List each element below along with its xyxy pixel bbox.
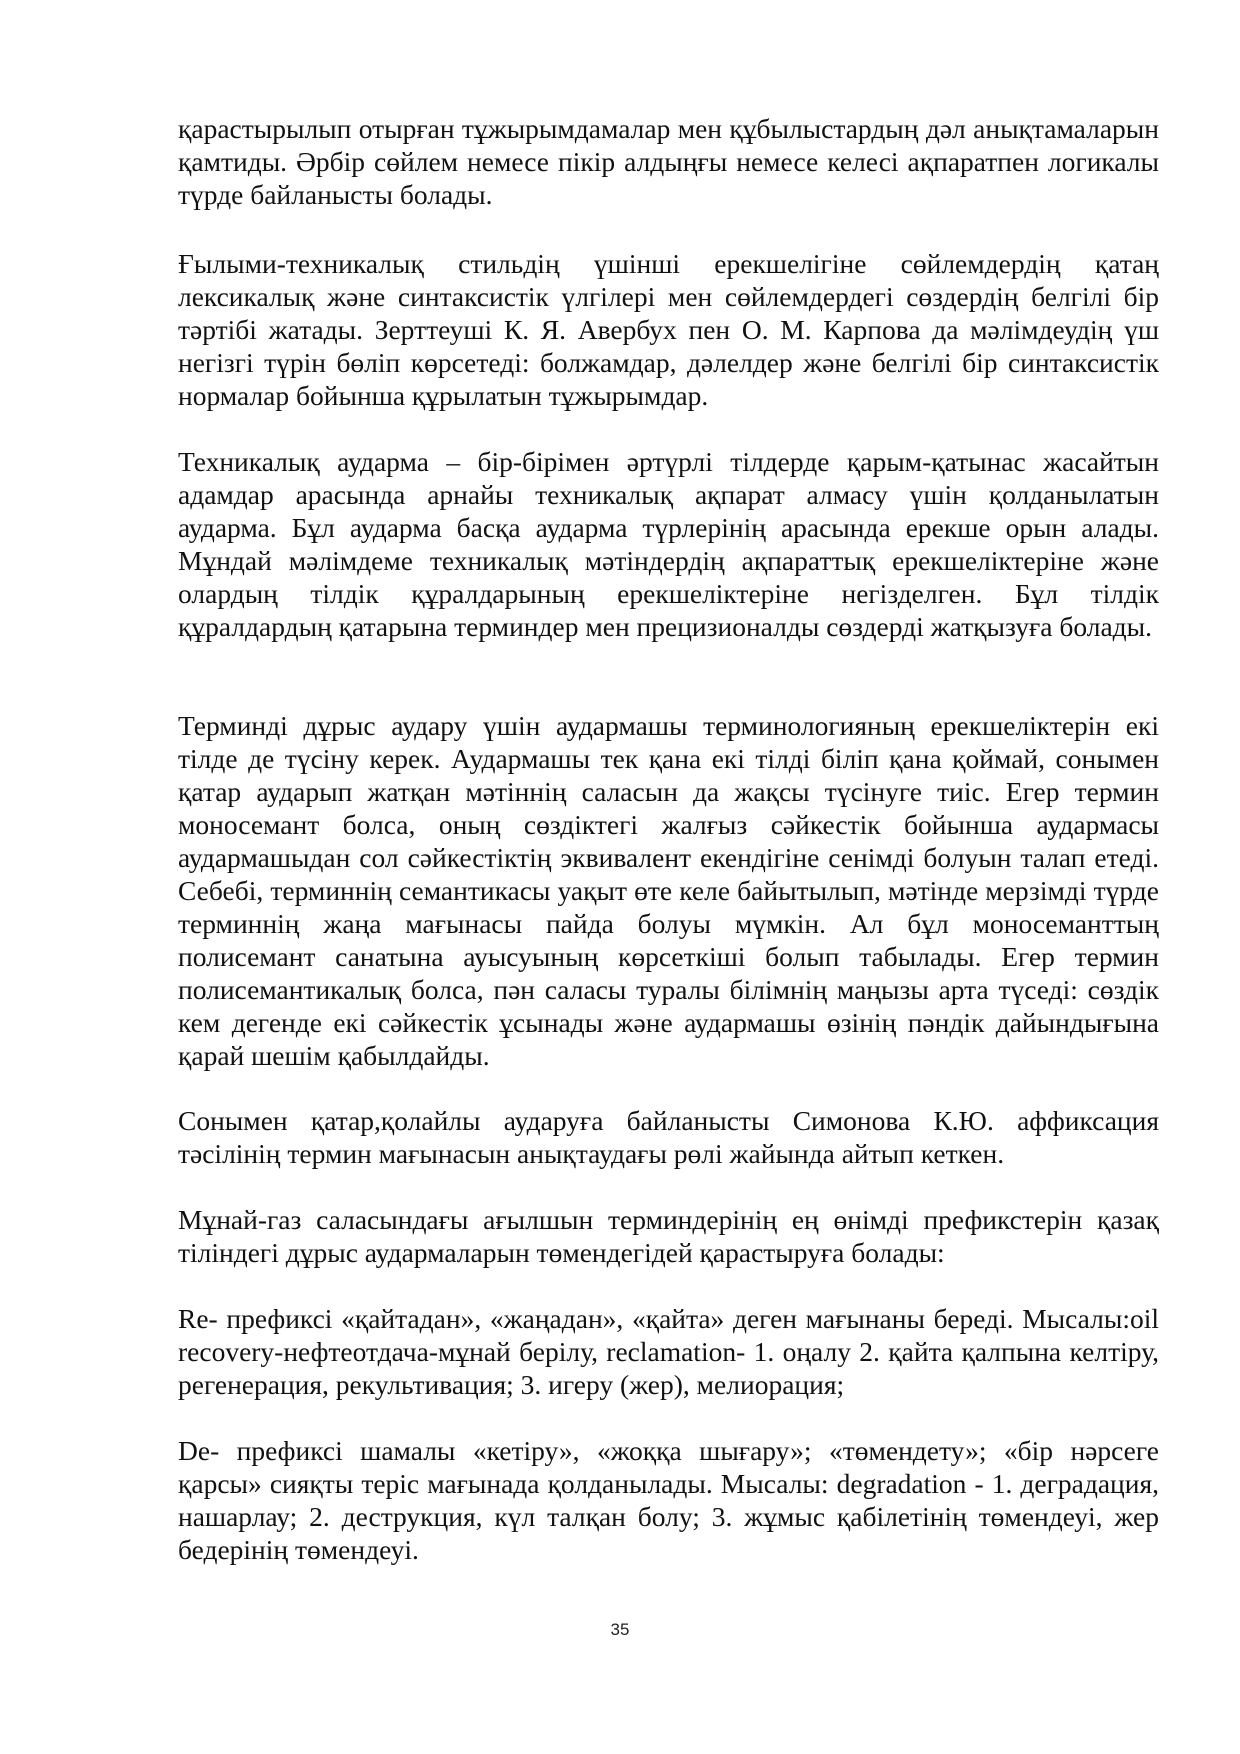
paragraph-re-prefix: Re- префиксі «қайтадан», «жаңадан», «қайта» деген мағынаны береді. Мысалы:oil recovery-нефтеотдача-мұнай берілу, reclamation- 1. оңалу 2. қайта қалпына келтіру, регенерация, рекультивация; 3. игеру (жер), мелиорация; — [178, 1303, 1159, 1400]
paragraph-affixation: Сонымен қатар,қолайлы аударуға байланысты Симонова К.Ю. аффиксация тәсілінің термин мағынасын анықтаудағы рөлі жайында айтып кеткен. — [178, 1105, 1159, 1169]
page-number: 35 — [610, 1620, 630, 1639]
paragraph-scientific-style: Ғылыми-техникалық стильдің үшінші ерекшелігіне сөйлемдердің қатаң лексикалық және синтаксистік үлгілері мен сөйлемдердегі сөздердің белгілі бір тәртібі жатады. Зерттеуші К. Я. Авербух пен О. М. Карпова да мәлімдеудің үш негізгі түрін бөліп көрсетеді: болжамдар, дәлелдер және белгілі бір синтаксистік нормалар бойынша құрылатын тұжырымдар. — [178, 248, 1159, 411]
paragraph-concept-definitions: қарастырылып отырған тұжырымдамалар мен құбылыстардың дәл анықтамаларын қамтиды. Әрбір сөйлем немесе пікір алдыңғы немесе келесі ақпаратпен логикалы түрде байланысты болады. — [178, 113, 1159, 210]
paragraph-oil-gas-prefixes: Мұнай-газ саласындағы ағылшын терминдерінің ең өнімді префикстерін қазақ тіліндегі дұрыс аудармаларын төмендегідей қарастыруға болады: — [178, 1204, 1159, 1268]
paragraph-technical-translation: Техникалық аударма – бір-бірімен әртүрлі тілдерде қарым-қатынас жасайтын адамдар арасында арнайы техникалық ақпарат алмасу үшін қолданылатын аударма. Бұл аударма басқа аударма түрлерінің арасында ерекше орын алады. Мұндай мәлімдеме техникалық мәтіндердің ақпараттық ерекшеліктеріне және олардың тілдік құралдарының ерекшеліктеріне негізделген. Бұл тілдік құралдардың қатарына терминдер мен прецизионалды сөздерді жатқызуға болады. — [178, 446, 1159, 642]
paragraph-term-translation: Терминді дұрыс аудару үшін аудармашы терминологияның ерекшеліктерін екі тілде де түсіну керек. Аудармашы тек қана екі тілді біліп қана қоймай, сонымен қатар аударып жатқан мәтіннің саласын да жақсы түсінуге тиіс. Егер термин моносемант болса, оның сөздіктегі жалғыз сәйкестік бойынша аудармасы аудармашыдан сол сәйкестіктің эквивалент екендігіне сенімді болуын талап етеді. Себебі, терминнің семантикасы уақыт өте келе байытылып, мәтінде мерзімді түрде терминнің жаңа мағынасы пайда болуы мүмкін. Ал бұл моносеманттың полисемант санатына ауысуының көрсеткіші болып табылады. Егер термин полисемантикалық болса, пән саласы туралы білімнің маңызы арта түседі: сөздік кем дегенде екі сәйкестік ұсынады және аудармашы өзінің пәндік дайындығына қарай шешім қабылдайды. — [178, 710, 1159, 1071]
paragraph-de-prefix: De- префиксі шамалы «кетіру», «жоққа шығару»; «төмендету»; «бір нәрсеге қарсы» сияқты теріс мағынада қолданылады. Мысалы: degradation - 1. деградация, нашарлау; 2. деструкция, күл талқан болу; 3. жұмыс қабілетінің төмендеуі, жер бедерінің төмендеуі. — [178, 1435, 1159, 1565]
